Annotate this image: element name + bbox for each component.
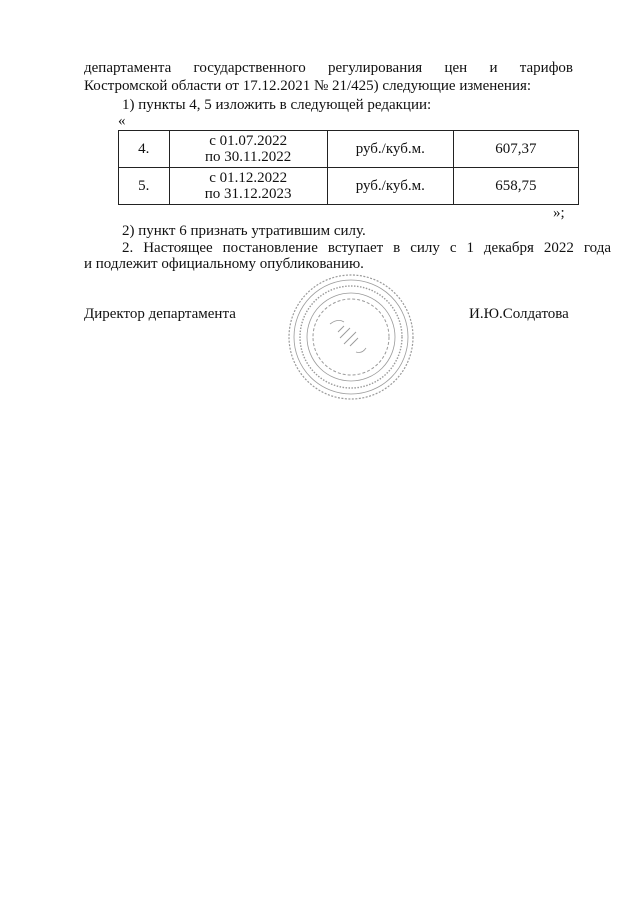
quote-close-mark: »; bbox=[553, 205, 565, 221]
unit-cell: руб./куб.м. bbox=[327, 168, 453, 205]
official-seal-icon bbox=[286, 272, 416, 402]
period-from: с 01.12.2022 bbox=[209, 170, 288, 186]
period-cell bbox=[169, 168, 327, 205]
intro-line-2: Костромской области от 17.12.2021 № 21/425) следующие изменения: bbox=[84, 78, 532, 94]
signer-name: И.Ю.Солдатова bbox=[469, 306, 569, 322]
tariff-table bbox=[118, 130, 579, 205]
value-cell: 658,75 bbox=[453, 168, 578, 205]
period-from: с 01.07.2022 bbox=[209, 133, 288, 149]
row-number: 4. bbox=[119, 131, 170, 168]
item-2-text: 2) пункт 6 признать утратившим силу. bbox=[122, 223, 366, 239]
row-number: 5. bbox=[119, 168, 170, 205]
section-2-line-1: 2. Настоящее постановление вступает в силу с 1 декабря 2022 года bbox=[122, 240, 611, 256]
item-1-text: 1) пункты 4, 5 изложить в следующей редакции: bbox=[122, 97, 432, 113]
value-cell: 607,37 bbox=[453, 131, 578, 168]
unit-cell: руб./куб.м. bbox=[327, 131, 453, 168]
signer-title: Директор департамента bbox=[84, 306, 236, 322]
period-cell bbox=[169, 131, 327, 168]
table-row bbox=[119, 168, 579, 205]
table-row bbox=[119, 131, 579, 168]
section-2-line-2: и подлежит официальному опубликованию. bbox=[84, 256, 364, 272]
quote-open-mark: « bbox=[118, 113, 126, 129]
period-to: по 31.12.2023 bbox=[204, 186, 292, 202]
intro-line-1: департамента государственного регулирования цен и тарифов bbox=[84, 60, 573, 76]
period-to: по 30.11.2022 bbox=[205, 149, 292, 165]
